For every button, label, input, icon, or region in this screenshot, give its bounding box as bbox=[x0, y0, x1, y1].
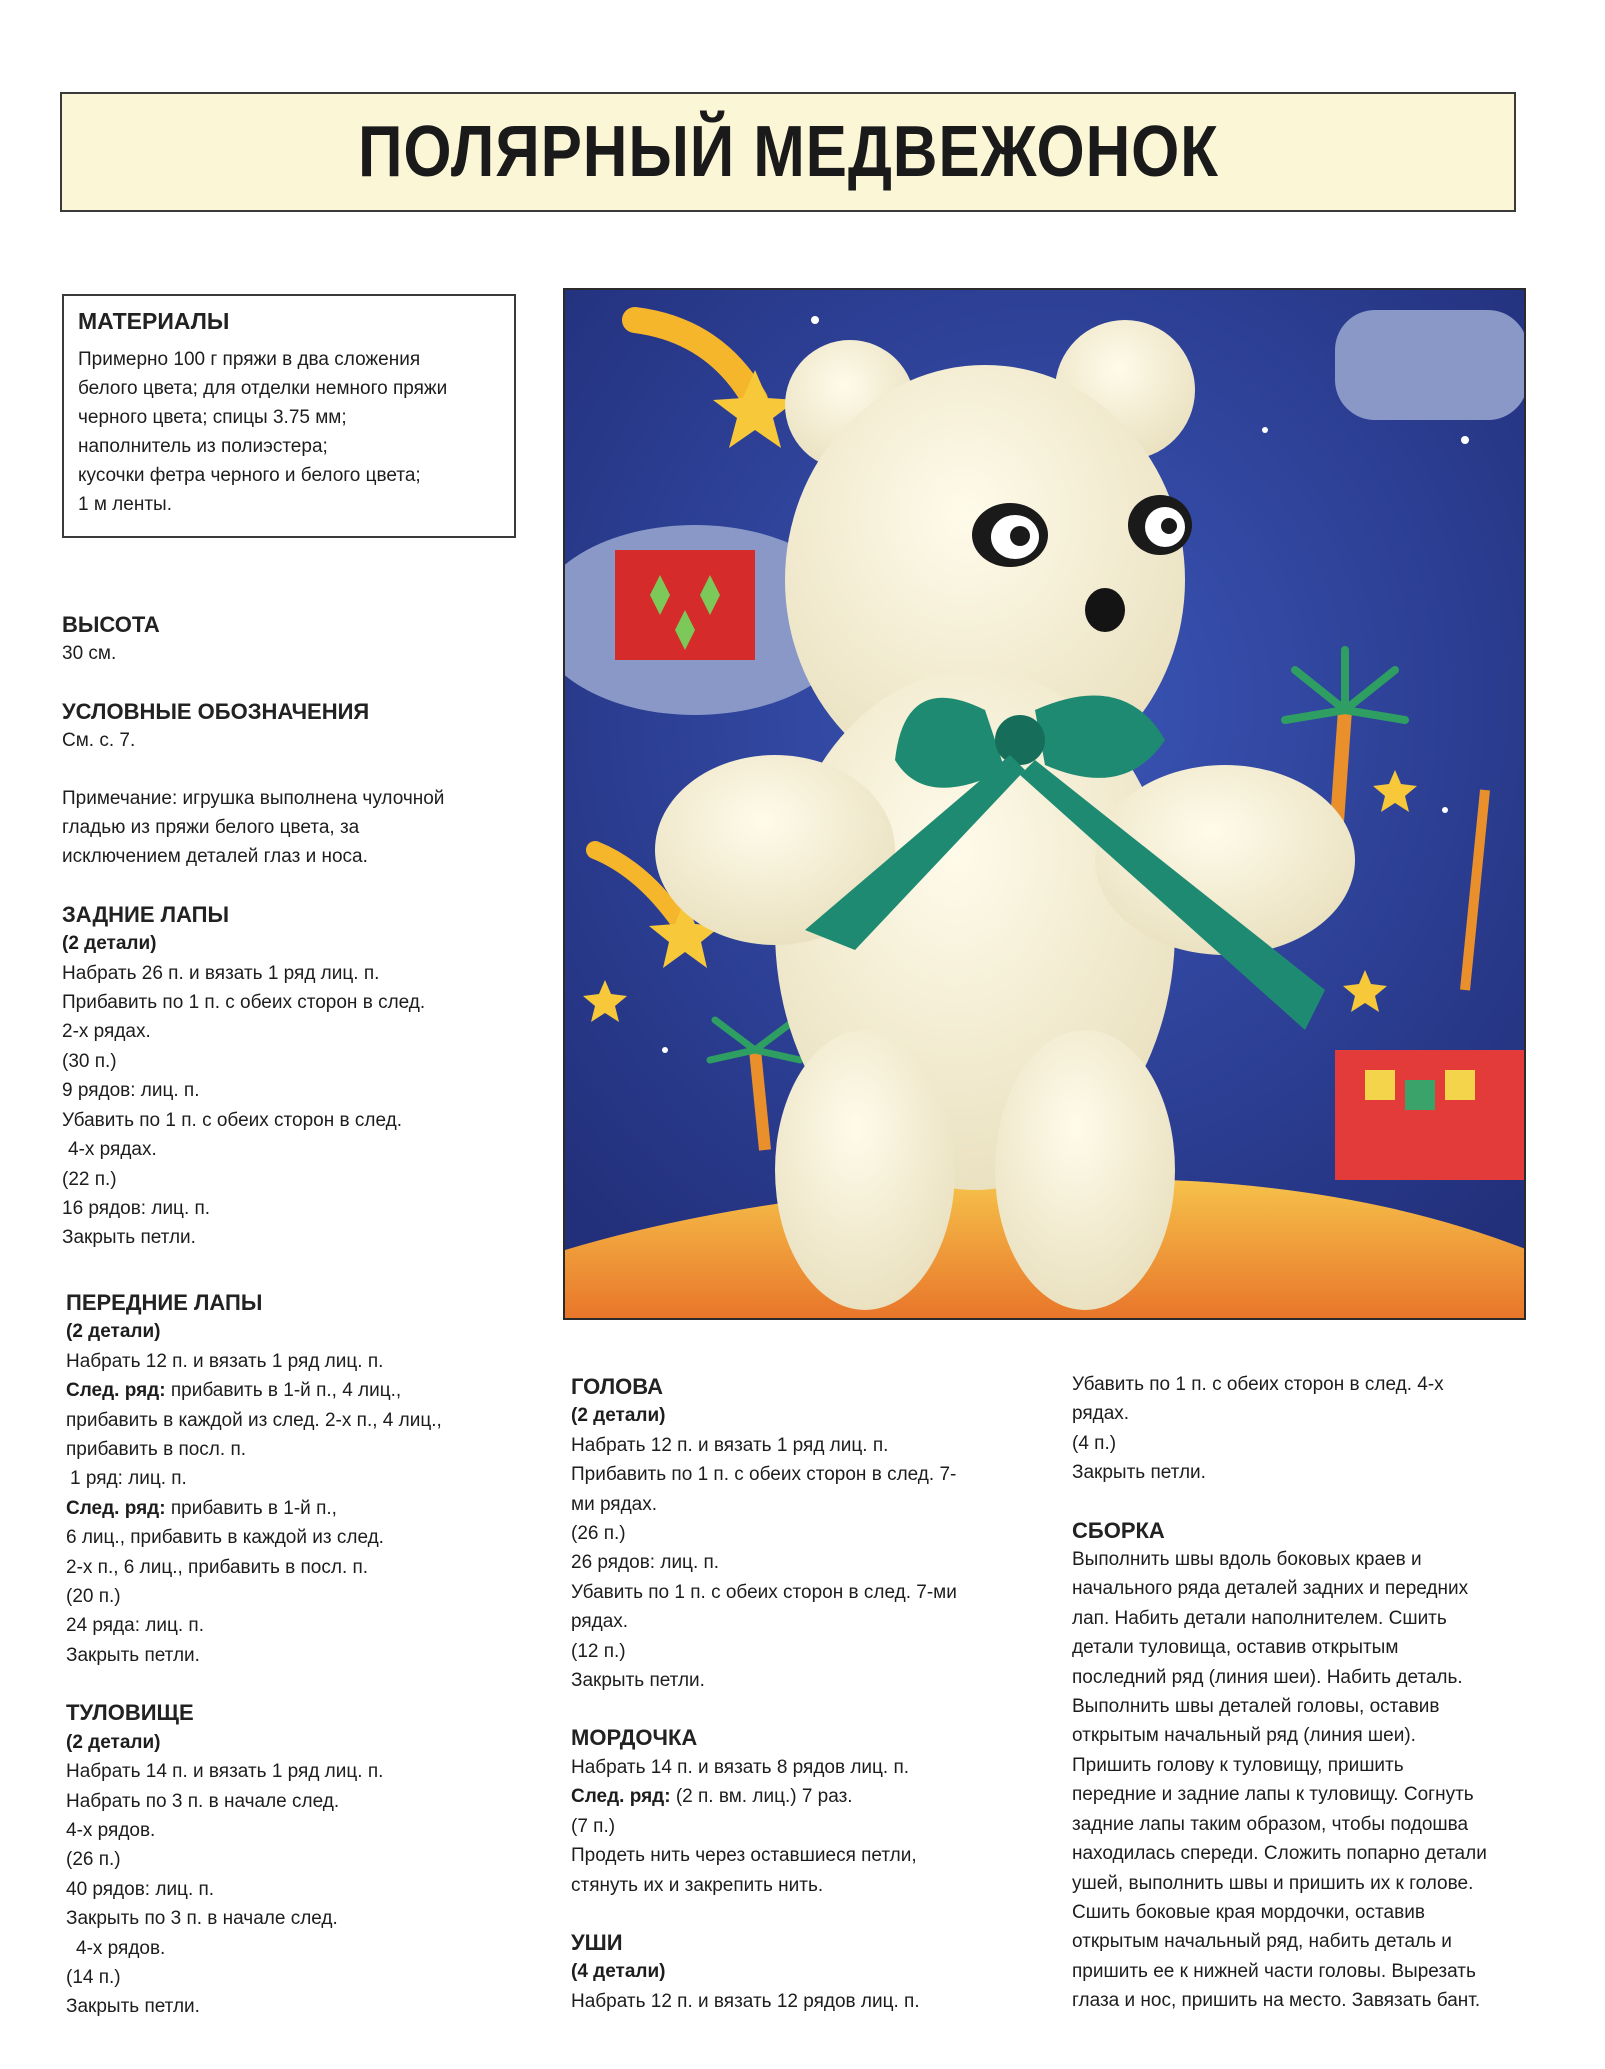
body-line: Закрыть по 3 п. в начале след. bbox=[66, 1908, 338, 1930]
body-line: 4-х рядов. bbox=[66, 1819, 156, 1841]
materials-line: 1 м ленты. bbox=[78, 494, 172, 515]
bear-leg-left bbox=[775, 1030, 955, 1310]
front-legs-line: Закрыть петли. bbox=[66, 1644, 200, 1666]
row-text: прибавить в 1-й п., 4 лиц., bbox=[170, 1380, 402, 1402]
front-legs-line: Набрать 12 п. и вязать 1 ряд лиц. п. bbox=[66, 1350, 384, 1372]
materials-box bbox=[62, 294, 516, 538]
hind-legs-line: Набрать 26 п. и вязать 1 ряд лиц. п. bbox=[62, 962, 380, 984]
front-legs-line: (20 п.) bbox=[66, 1586, 121, 1608]
right-column bbox=[1072, 1370, 1542, 2016]
head-line: Закрыть петли. bbox=[571, 1670, 705, 1692]
assembly-line: задние лапы таким образом, чтобы подошва bbox=[1072, 1813, 1469, 1835]
bear-leg-right bbox=[995, 1030, 1175, 1310]
symbols-heading: УСЛОВНЫЕ ОБОЗНАЧЕНИЯ bbox=[62, 698, 370, 724]
hind-legs-count: (2 детали) bbox=[62, 933, 157, 955]
hind-legs-line: (22 п.) bbox=[62, 1168, 117, 1190]
front-legs-line: прибавить в каждой из след. 2-х п., 4 лиц., bbox=[66, 1409, 442, 1431]
front-legs-row-1 bbox=[66, 1376, 566, 1405]
head-line: Прибавить по 1 п. с обеих сторон в след. 7- bbox=[571, 1464, 957, 1486]
note-line: исключением деталей глаз и носа. bbox=[62, 846, 368, 868]
ears-cont-line: рядах. bbox=[1072, 1403, 1130, 1425]
assembly-line: передние и задние лапы к туловищу. Согнуть bbox=[1072, 1784, 1474, 1806]
front-legs-line: 24 ряда: лиц. п. bbox=[66, 1615, 204, 1637]
front-legs-heading: ПЕРЕДНИЕ ЛАПЫ bbox=[66, 1290, 263, 1315]
hind-legs-line: Убавить по 1 п. с обеих сторон в след. bbox=[62, 1109, 402, 1131]
assembly-line: пришить ее к нижней части головы. Вырезать bbox=[1072, 1960, 1476, 1982]
head-line: (26 п.) bbox=[571, 1523, 626, 1545]
head-line: Убавить по 1 п. с обеих сторон в след. 7-ми bbox=[571, 1581, 957, 1603]
body-heading: ТУЛОВИЩЕ bbox=[66, 1700, 194, 1726]
head-heading: ГОЛОВА bbox=[571, 1374, 663, 1399]
assembly-line: находилась спереди. Сложить попарно детали bbox=[1072, 1843, 1487, 1865]
head-line: 26 рядов: лиц. п. bbox=[571, 1552, 720, 1574]
materials-line: белого цвета; для отделки немного пряжи bbox=[78, 378, 448, 399]
bear-illustration bbox=[565, 290, 1526, 1320]
muzzle-row bbox=[571, 1782, 1041, 1811]
front-legs-line: 1 ряд: лиц. п. bbox=[70, 1468, 187, 1490]
head-line: рядах. bbox=[571, 1611, 629, 1633]
front-legs-line: прибавить в посл. п. bbox=[66, 1439, 247, 1461]
title-band bbox=[60, 92, 1516, 212]
height-value: 30 см. bbox=[62, 643, 117, 665]
materials-line: черного цвета; спицы 3.75 мм; bbox=[78, 407, 347, 428]
body-count: (2 детали) bbox=[66, 1731, 161, 1753]
left-column-bottom bbox=[66, 1288, 566, 2022]
bear-photo bbox=[563, 288, 1526, 1320]
assembly-line: последний ряд (линия шеи). Набить деталь. bbox=[1072, 1666, 1463, 1688]
note-line: Примечание: игрушка выполнена чулочной bbox=[62, 787, 445, 809]
hind-legs-line: 16 рядов: лиц. п. bbox=[62, 1197, 211, 1219]
note-line: гладью из пряжи белого цвета, за bbox=[62, 817, 360, 839]
hind-legs-line: 4-х рядах. bbox=[68, 1139, 157, 1161]
ears-cont-line: (4 п.) bbox=[1072, 1432, 1117, 1454]
assembly-line: ушей, выполнить швы и пришить их к голове. bbox=[1072, 1872, 1474, 1894]
assembly-line: глаза и нос, пришить на место. Завязать бант. bbox=[1072, 1990, 1481, 2012]
row-label: След. ряд: bbox=[66, 1497, 166, 1519]
front-legs-line: 6 лиц., прибавить в каждой из след. bbox=[66, 1527, 384, 1549]
body-line: 40 рядов: лиц. п. bbox=[66, 1878, 215, 1900]
ears-cont-line: Закрыть петли. bbox=[1072, 1462, 1206, 1484]
left-column-top bbox=[62, 610, 542, 1253]
middle-column bbox=[571, 1372, 1041, 2016]
muzzle-line: Продеть нить через оставшиеся петли, bbox=[571, 1845, 917, 1867]
body-line: Закрыть петли. bbox=[66, 1996, 200, 2018]
body-line: 4-х рядов. bbox=[76, 1937, 166, 1959]
height-heading: ВЫСОТА bbox=[62, 612, 160, 637]
assembly-line: лап. Набить детали наполнителем. Сшить bbox=[1072, 1607, 1447, 1629]
materials-line: Примерно 100 г пряжи в два сложения bbox=[78, 349, 421, 370]
assembly-line: открытым начальный ряд (линия шеи). bbox=[1072, 1725, 1416, 1747]
head-count: (2 детали) bbox=[571, 1405, 666, 1427]
hind-legs-line: 9 рядов: лиц. п. bbox=[62, 1080, 200, 1102]
assembly-line: Пришить голову к туловищу, пришить bbox=[1072, 1754, 1404, 1776]
row-text: (2 п. вм. лиц.) 7 раз. bbox=[675, 1786, 853, 1808]
muzzle-line: Набрать 14 п. и вязать 8 рядов лиц. п. bbox=[571, 1756, 910, 1778]
hind-legs-heading: ЗАДНИЕ ЛАПЫ bbox=[62, 901, 230, 927]
page-title: ПОЛЯРНЫЙ МЕДВЕЖОНОК bbox=[357, 112, 1219, 192]
hind-legs-line: Закрыть петли. bbox=[62, 1227, 196, 1249]
ears-heading: УШИ bbox=[571, 1929, 623, 1955]
assembly-line: Выполнить швы вдоль боковых краев и bbox=[1072, 1549, 1422, 1571]
head-line: Набрать 12 п. и вязать 1 ряд лиц. п. bbox=[571, 1434, 889, 1456]
row-label: След. ряд: bbox=[571, 1786, 671, 1808]
row-label: След. ряд: bbox=[66, 1380, 166, 1402]
assembly-line: начального ряда деталей задних и передних bbox=[1072, 1578, 1469, 1600]
symbols-value: См. с. 7. bbox=[62, 730, 136, 752]
materials-heading: МАТЕРИАЛЫ bbox=[78, 308, 230, 334]
ears-line: Набрать 12 п. и вязать 12 рядов лиц. п. bbox=[571, 1990, 920, 2012]
materials-line: наполнитель из полиэстера; bbox=[78, 436, 328, 457]
assembly-line: Выполнить швы деталей головы, оставив bbox=[1072, 1696, 1440, 1718]
muzzle-line: (7 п.) bbox=[571, 1815, 616, 1837]
assembly-line: Сшить боковые края мордочки, оставив bbox=[1072, 1901, 1425, 1923]
body-line: Набрать по 3 п. в начале след. bbox=[66, 1790, 340, 1812]
assembly-line: детали туловища, оставив открытым bbox=[1072, 1637, 1399, 1659]
hind-legs-line: Прибавить по 1 п. с обеих сторон в след. bbox=[62, 992, 426, 1014]
ears-count: (4 детали) bbox=[571, 1961, 666, 1983]
front-legs-line: 2-х п., 6 лиц., прибавить в посл. п. bbox=[66, 1556, 369, 1578]
materials-line: кусочки фетра черного и белого цвета; bbox=[78, 465, 421, 486]
assembly-heading: СБОРКА bbox=[1072, 1517, 1165, 1543]
head-line: (12 п.) bbox=[571, 1640, 626, 1662]
hind-legs-line: 2-х рядах. bbox=[62, 1021, 151, 1043]
body-line: (26 п.) bbox=[66, 1849, 121, 1871]
ears-cont-line: Убавить по 1 п. с обеих сторон в след. 4-х bbox=[1072, 1374, 1444, 1395]
front-legs-row-2 bbox=[66, 1494, 566, 1523]
row-text: прибавить в 1-й п., bbox=[170, 1497, 337, 1519]
head-line: ми рядах. bbox=[571, 1493, 658, 1515]
muzzle-heading: МОРДОЧКА bbox=[571, 1725, 698, 1751]
body-line: Набрать 14 п. и вязать 1 ряд лиц. п. bbox=[66, 1761, 384, 1783]
hind-legs-line: (30 п.) bbox=[62, 1050, 117, 1072]
muzzle-line: стянуть их и закрепить нить. bbox=[571, 1874, 824, 1896]
assembly-line: открытым начальный ряд, набить деталь и bbox=[1072, 1931, 1452, 1953]
body-line: (14 п.) bbox=[66, 1966, 121, 1988]
front-legs-count: (2 детали) bbox=[66, 1321, 161, 1343]
